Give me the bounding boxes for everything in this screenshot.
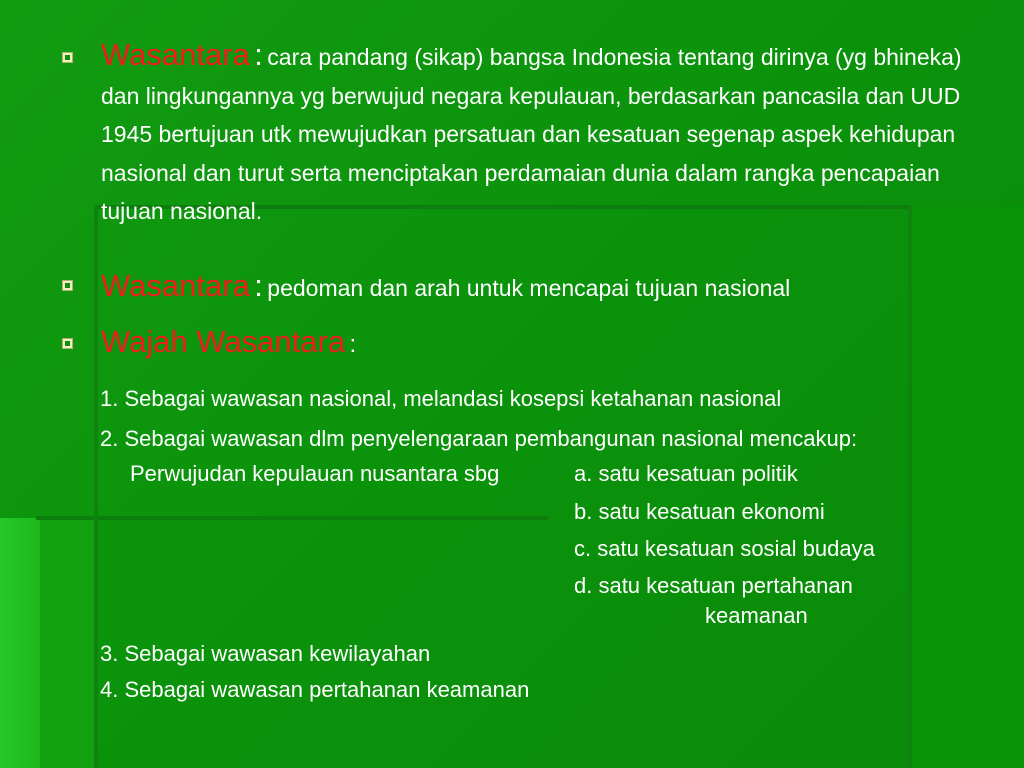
list-item: 2. Sebagai wawasan dlm penyelengaraan pembangunan nasional mencakup: bbox=[100, 426, 858, 451]
colon: : bbox=[254, 37, 263, 72]
bullet-text bbox=[101, 324, 981, 360]
list-item: 1. Sebagai wawasan nasional, melandasi kosepsi ketahanan nasional bbox=[100, 386, 782, 411]
list-subitem-d-continued: keamanan bbox=[705, 603, 808, 628]
list-subitem: Perwujudan kepulauan nusantara sbg bbox=[130, 461, 500, 486]
definition-text: cara pandang (sikap) bangsa Indonesia tentang dirinya (yg bhineka) dan lingkungannya yg berwujud negara kepulauan, berdasarkan pancasila dan UUD 1945 bertujuan utk mewujudkan persatuan dan kesatuan segenap aspek kehidupan nasional dan turut serta menciptakan perdamaian dunia dalam rangka pencapaian tujuan nasional. bbox=[101, 44, 962, 224]
bullet-text bbox=[101, 268, 981, 306]
list-subitem-a: a. satu kesatuan politik bbox=[574, 461, 798, 486]
list-subitem-d: d. satu kesatuan pertahanan bbox=[574, 573, 853, 598]
square-bullet-icon bbox=[62, 52, 73, 63]
colon: : bbox=[349, 331, 357, 358]
definition-text: pedoman dan arah untuk mencapai tujuan nasional bbox=[267, 275, 791, 301]
list-item: 4. Sebagai wawasan pertahanan keamanan bbox=[100, 677, 530, 702]
bullet-text bbox=[101, 38, 981, 233]
colon: : bbox=[254, 268, 263, 303]
keyword: Wasantara bbox=[101, 268, 250, 303]
list-subitem-b: b. satu kesatuan ekonomi bbox=[574, 499, 825, 524]
list-subitem-c: c. satu kesatuan sosial budaya bbox=[574, 536, 875, 561]
keyword: Wajah Wasantara bbox=[101, 324, 346, 359]
square-bullet-icon bbox=[62, 338, 73, 349]
square-bullet-icon bbox=[62, 280, 73, 291]
list-item: 3. Sebagai wawasan kewilayahan bbox=[100, 641, 431, 666]
keyword: Wasantara bbox=[101, 37, 250, 72]
